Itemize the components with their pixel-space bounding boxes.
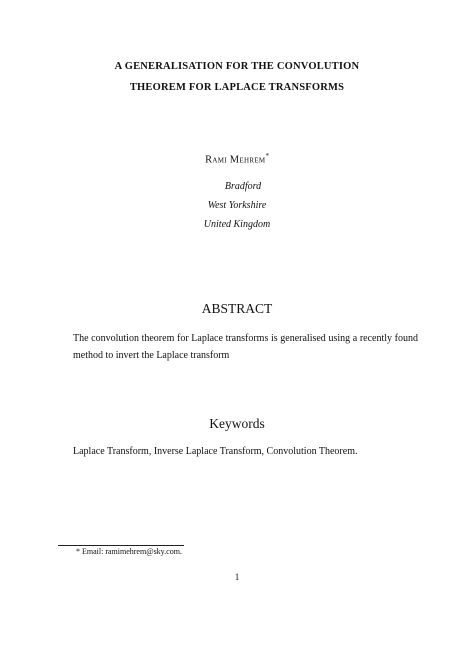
paper-title-line-2: THEOREM FOR LAPLACE TRANSFORMS (129, 82, 345, 93)
author-name: Rami Mehrem (205, 154, 266, 166)
affiliation-city: Bradford (224, 181, 262, 192)
affiliation-county: West Yorkshire (207, 200, 267, 211)
affiliation-country: United Kingdom (203, 219, 271, 230)
page-number: 1 (234, 572, 240, 582)
keywords-heading: Keywords (209, 416, 265, 431)
author-footnote-mark: * (265, 152, 269, 160)
keywords-text: Laplace Transform, Inverse Laplace Transform, Convolution Theorem. (73, 446, 358, 457)
paper-title-line-1: A GENERALISATION FOR THE CONVOLUTION (114, 61, 360, 72)
abstract-heading: ABSTRACT (201, 301, 273, 316)
footnote-text: Email: ramimehrem@sky.com. (82, 547, 182, 556)
abstract-text: The convolution theorem for Laplace transforms is generalised using a recently found method to invert the Laplace transform (73, 333, 418, 361)
author-line (0, 152, 474, 166)
footnote (76, 547, 182, 556)
footnote-rule (58, 545, 184, 546)
footnote-mark: * (76, 547, 80, 556)
